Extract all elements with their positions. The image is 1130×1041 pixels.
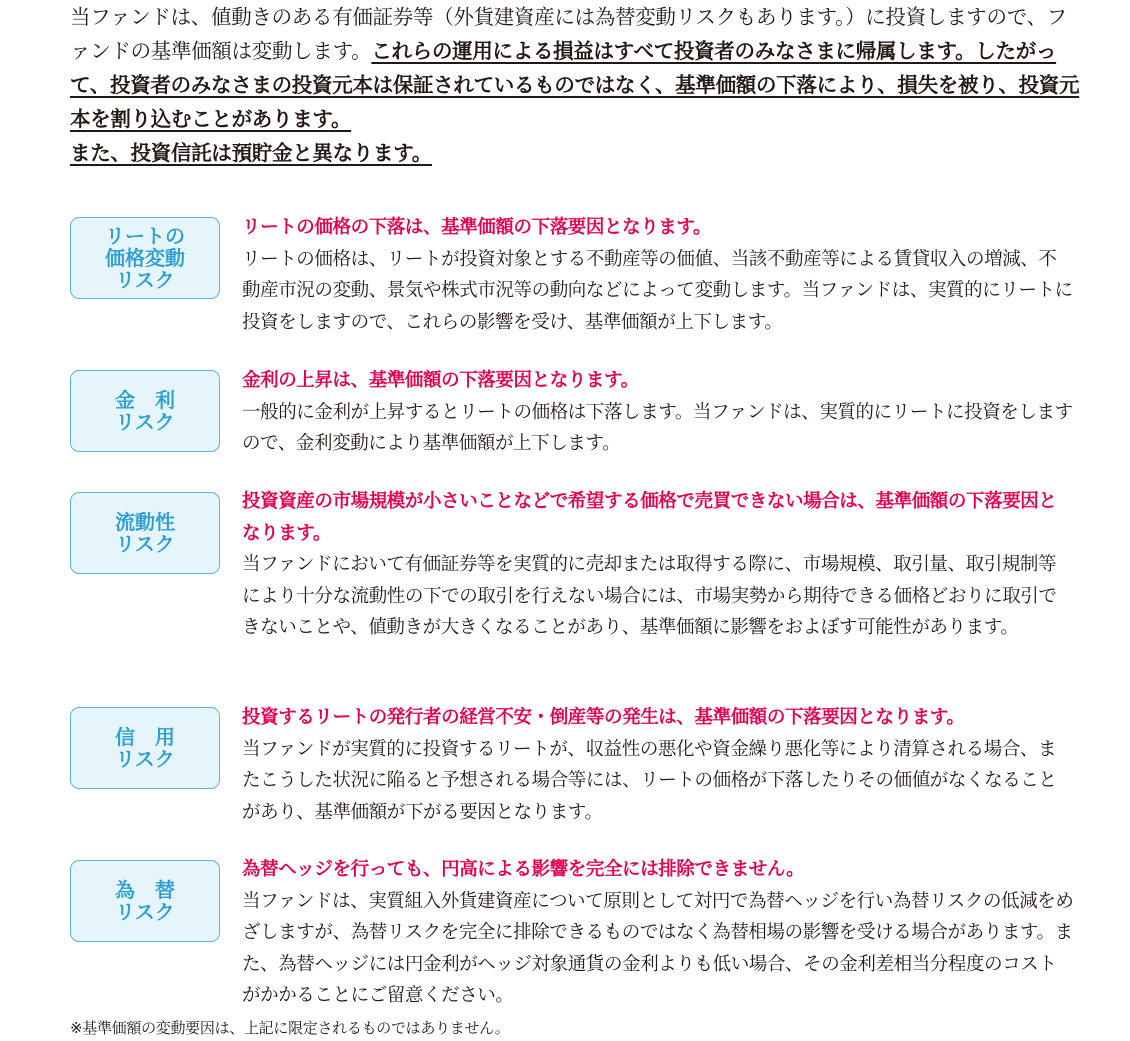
risk-description: 一般的に金利が上昇するとリートの価格は下落します。当ファンドは、実質的にリートに投資をしますので、金利変動により基準価額が上下します。 <box>242 401 1073 454</box>
risk-label-credit <box>70 707 220 789</box>
risk-body-liquidity <box>242 486 1074 644</box>
risk-body-interest-rate <box>242 365 1074 460</box>
intro-plain-text: 当ファンドは、値動きのある有価証券等（外貨建資産には為替変動リスクもあります。）に投資しますので、ファンドの基準価額は変動します。 <box>70 5 1067 63</box>
risk-heading: 投資資産の市場規模が小さいことなどで希望する価格で売買できない場合は、基準価額の下落要因となります。 <box>242 491 1057 544</box>
risk-label-text: 金 利 リスク <box>115 388 175 434</box>
risk-description: リートの価格は、リートが投資対象とする不動産等の価値、当該不動産等による賃貸収入の増減、不動産市況の変動、景気や株式市況等の動向などによって変動します。当ファンドは、実質的にリートに投資をしますので、これらの影響を受け、基準価額が上下します。 <box>242 248 1073 333</box>
risk-heading: リートの価格の下落は、基準価額の下落要因となります。 <box>242 217 712 238</box>
risk-label-text: リートの 価格変動 リスク <box>105 224 185 292</box>
intro-underlined-text: これらの運用による損益はすべて投資者のみなさまに帰属します。したがって、投資者のみなさまの投資元本は保証されているものではなく、基準価額の下落により、損失を被り、投資元本を割り込むことがあります。 <box>70 39 1080 131</box>
risk-heading: 投資するリートの発行者の経営不安・倒産等の発生は、基準価額の下落要因となります。 <box>242 707 965 728</box>
intro-underlined-text-2: また、投資信託は預貯金と異なります。 <box>70 141 432 165</box>
risk-description: 当ファンドは、実質組入外貨建資産について原則として対円で為替ヘッジを行い為替リスクの低減をめざしますが、為替リスクを完全に排除できるものではなく為替相場の影響を受ける場合があります。また、為替ヘッジには円金利がヘッジ対象通貨の金利よりも低い場合、その金利差相当分程度のコストがかかることにご留意ください。 <box>242 890 1074 1006</box>
risk-description: 当ファンドにおいて有価証券等を実質的に売却または取得する際に、市場規模、取引量、取引規制等により十分な流動性の下での取引を行えない場合には、市場実勢から期待できる価格どおりに取引できないことや、値動きが大きくなることがあり、基準価額に影響をおよぼす可能性があります。 <box>242 554 1057 638</box>
footnote: ※基準価額の変動要因は、上記に限定されるものではありません。 <box>70 1019 510 1037</box>
risk-heading: 金利の上昇は、基準価額の下落要因となります。 <box>242 370 639 391</box>
risk-label-text: 信 用 リスク <box>115 725 175 771</box>
risk-body-credit <box>242 702 1074 828</box>
risk-label-interest-rate <box>70 370 220 452</box>
risk-label-reit-price <box>70 217 220 299</box>
intro-paragraph <box>70 0 1080 170</box>
risk-label-currency <box>70 860 220 942</box>
risk-label-liquidity <box>70 492 220 574</box>
risk-body-currency <box>242 854 1074 1012</box>
risk-body-reit-price <box>242 212 1074 338</box>
risk-label-text: 為 替 リスク <box>115 878 175 924</box>
risk-heading: 為替ヘッジを行っても、円高による影響を完全には排除できません。 <box>242 859 805 880</box>
risk-description: 当ファンドが実質的に投資するリートが、収益性の悪化や資金繰り悪化等により清算される場合、またこうした状況に陥ると予想される場合等には、リートの価格が下落したりその価値がなくなることがあり、基準価額が下がる要因となります。 <box>242 738 1057 823</box>
risk-label-text: 流動性 リスク <box>115 510 175 556</box>
